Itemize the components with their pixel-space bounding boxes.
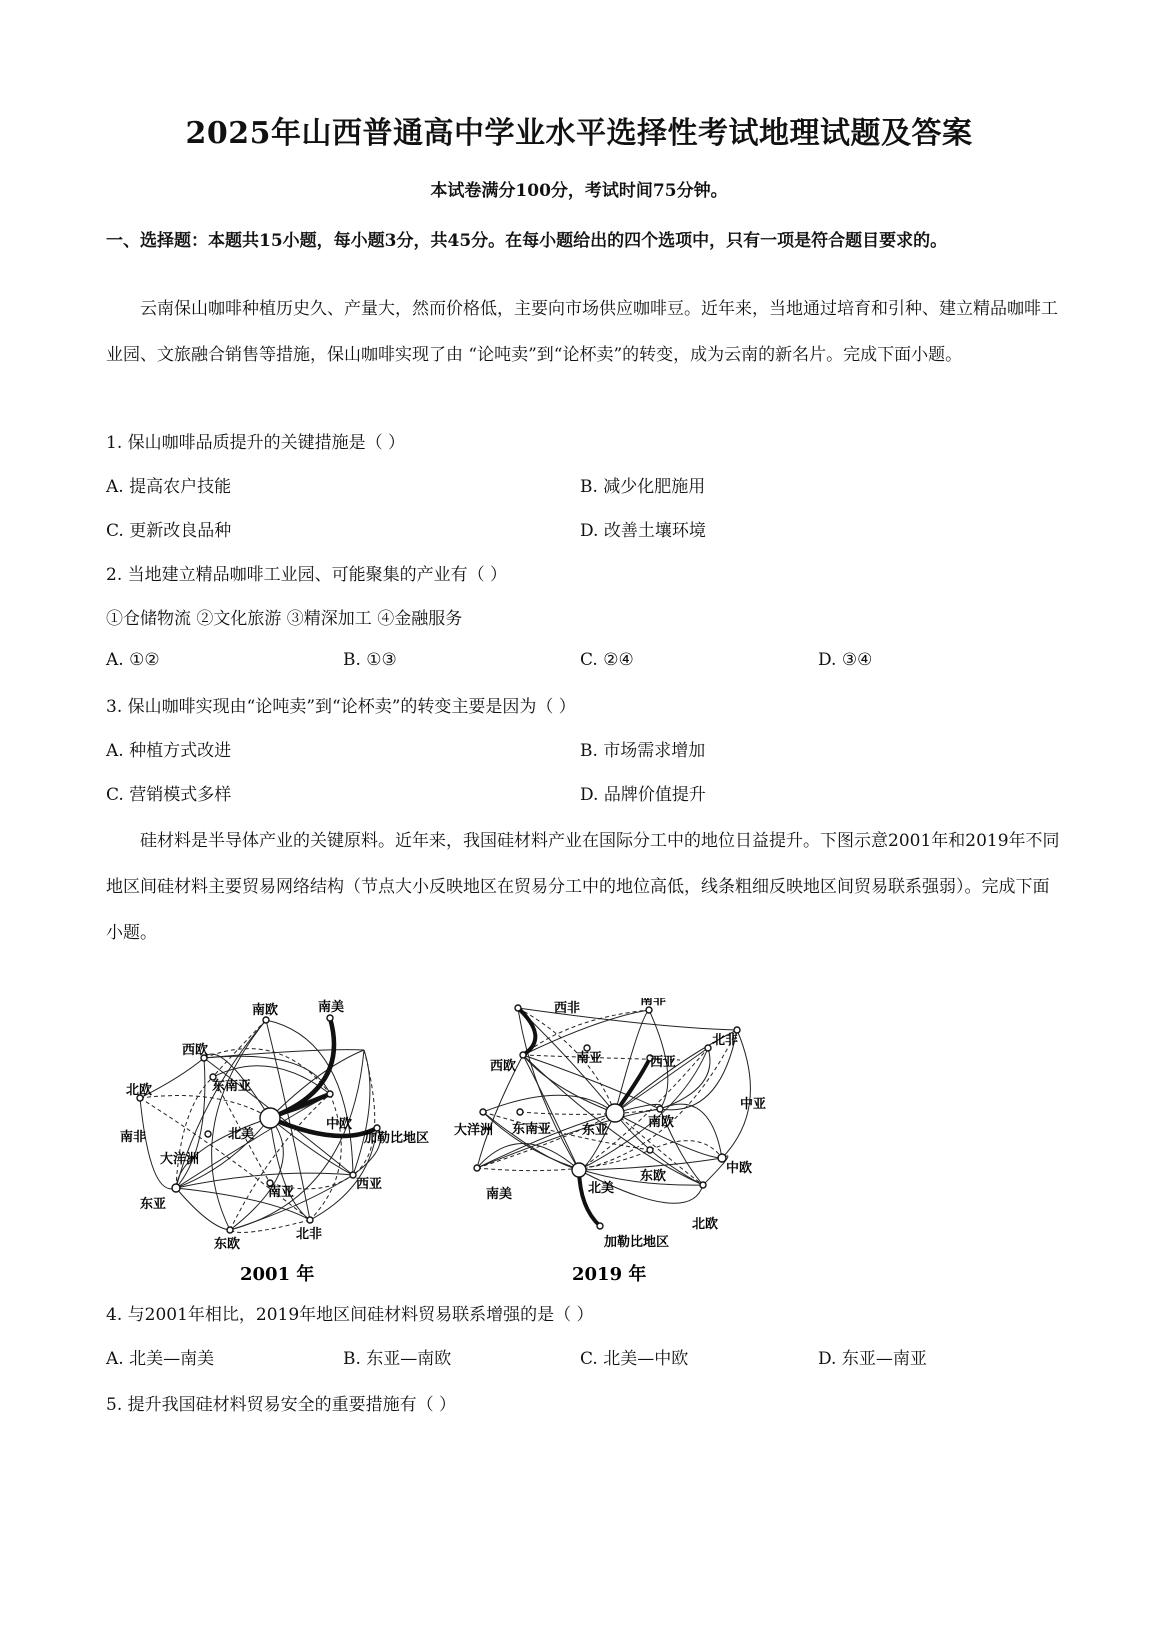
node-2001-south-america: 南美: [318, 1000, 345, 1015]
node-2019-southeast-asia: 东南亚: [512, 1122, 552, 1137]
node-2019-west-asia: 西亚: [650, 1055, 677, 1070]
exam-info: 本试卷满分100分，考试时间75分钟。: [430, 181, 728, 201]
q4-option-a: A. 北美—南美: [106, 1349, 215, 1369]
node-2001-west-asia: 西亚: [356, 1177, 383, 1192]
q4-option-d: D. 东亚—南亚: [818, 1349, 927, 1369]
node-2019-west-africa: 西非: [554, 1001, 581, 1016]
node-2001-southern-europe: 南欧: [252, 1003, 279, 1018]
node-2001-southeast-asia: 东南亚: [212, 1079, 252, 1094]
section-heading: 一、选择题：本题共15小题，每小题3分，共45分。在每小题给出的四个选项中，只有一项是符合题目要求的。: [106, 231, 948, 251]
passage-coffee: 云南保山咖啡种植历史久、产量大，然而价格低，主要向市场供应咖啡豆。近年来，当地通过培育和引种、建立精品咖啡工业园、文旅融合销售等措施，保山咖啡实现了由 “论吨卖”到“论杯卖”的转变，成为云南的新名片。完成下面小题。: [106, 299, 1058, 365]
node-2019-southern-africa: 南非: [640, 998, 667, 1008]
q3-option-c: C. 营销模式多样: [106, 785, 232, 805]
node-2019-south-asia: 南亚: [576, 1051, 603, 1066]
node-2001-central-europe: 中欧: [326, 1117, 353, 1132]
page-title: 2025年山西普通高中学业水平选择性考试地理试题及答案: [185, 116, 973, 151]
q4-option-c: C. 北美—中欧: [580, 1349, 689, 1369]
question-5-stem: 5. 提升我国硅材料贸易安全的重要措施有（ ）: [106, 1395, 457, 1415]
node-2001-eastern-europe: 东欧: [214, 1237, 241, 1252]
q2-option-b: B. ①③: [343, 650, 397, 670]
node-2019-caribbean: 加勒比地区: [604, 1235, 670, 1250]
node-2019-central-asia: 中亚: [740, 1097, 767, 1112]
q2-option-c: C. ②④: [580, 650, 634, 670]
node-2019-north-africa: 北非: [712, 1033, 739, 1048]
node-2001-southern-africa: 南非: [120, 1130, 147, 1145]
node-2019-east-asia: 东亚: [582, 1123, 609, 1138]
q3-option-a: A. 种植方式改进: [106, 741, 232, 761]
node-2001-western-europe: 西欧: [182, 1043, 209, 1058]
node-2019-southern-europe: 南欧: [648, 1115, 675, 1130]
node-2001-north-africa: 北非: [296, 1227, 323, 1242]
q1-option-a: A. 提高农户技能: [106, 477, 232, 497]
question-2-items: ①仓储物流 ②文化旅游 ③精深加工 ④金融服务: [106, 609, 463, 629]
q4-option-b: B. 东亚—南欧: [343, 1349, 452, 1369]
node-2019-eastern-europe: 东欧: [640, 1169, 667, 1184]
node-2001-north-america: 北美: [228, 1127, 255, 1142]
q1-option-b: B. 减少化肥施用: [580, 477, 706, 497]
node-2001-northern-europe: 北欧: [126, 1083, 153, 1098]
question-1-stem: 1. 保山咖啡品质提升的关键措施是（ ）: [106, 433, 406, 453]
question-2-stem: 2. 当地建立精品咖啡工业园、可能聚集的产业有（ ）: [106, 565, 508, 585]
figure-label-2001: 2001 年: [240, 1264, 315, 1285]
node-2001-south-asia: 南亚: [268, 1185, 295, 1200]
node-2019-northern-europe: 北欧: [692, 1217, 719, 1232]
question-4-stem: 4. 与2001年相比，2019年地区间硅材料贸易联系增强的是（ ）: [106, 1305, 594, 1325]
node-2001-east-asia: 东亚: [140, 1197, 167, 1212]
q2-option-a: A. ①②: [106, 650, 160, 670]
q2-option-d: D. ③④: [818, 650, 873, 670]
question-3-stem: 3. 保山咖啡实现由“论吨卖”到“论杯卖”的转变主要是因为（ ）: [106, 697, 576, 717]
node-2019-central-europe: 中欧: [726, 1161, 753, 1176]
q3-option-d: D. 品牌价值提升: [580, 785, 706, 805]
q1-option-c: C. 更新改良品种: [106, 521, 232, 541]
trade-network-figure: [120, 998, 820, 1338]
node-2019-north-america: 北美: [588, 1181, 615, 1196]
trade-network-svg: [120, 998, 820, 1338]
node-2001-caribbean: 加勒比地区: [364, 1131, 430, 1146]
q1-option-d: D. 改善土壤环境: [580, 521, 706, 541]
node-2019-south-america: 南美: [486, 1187, 513, 1202]
passage-silicon: 硅材料是半导体产业的关键原料。近年来，我国硅材料产业在国际分工中的地位日益提升。下图示意2001年和2019年不同地区间硅材料主要贸易网络结构（节点大小反映地区在贸易分工中的地位高低，线条粗细反映地区间贸易联系强弱）。完成下面小题。: [106, 831, 1060, 943]
figure-label-2019: 2019 年: [572, 1264, 647, 1285]
node-2001-oceania: 大洋洲: [160, 1152, 200, 1167]
q3-option-b: B. 市场需求增加: [580, 741, 706, 761]
node-2019-oceania: 大洋洲: [454, 1123, 494, 1138]
node-2019-western-europe: 西欧: [490, 1059, 517, 1074]
